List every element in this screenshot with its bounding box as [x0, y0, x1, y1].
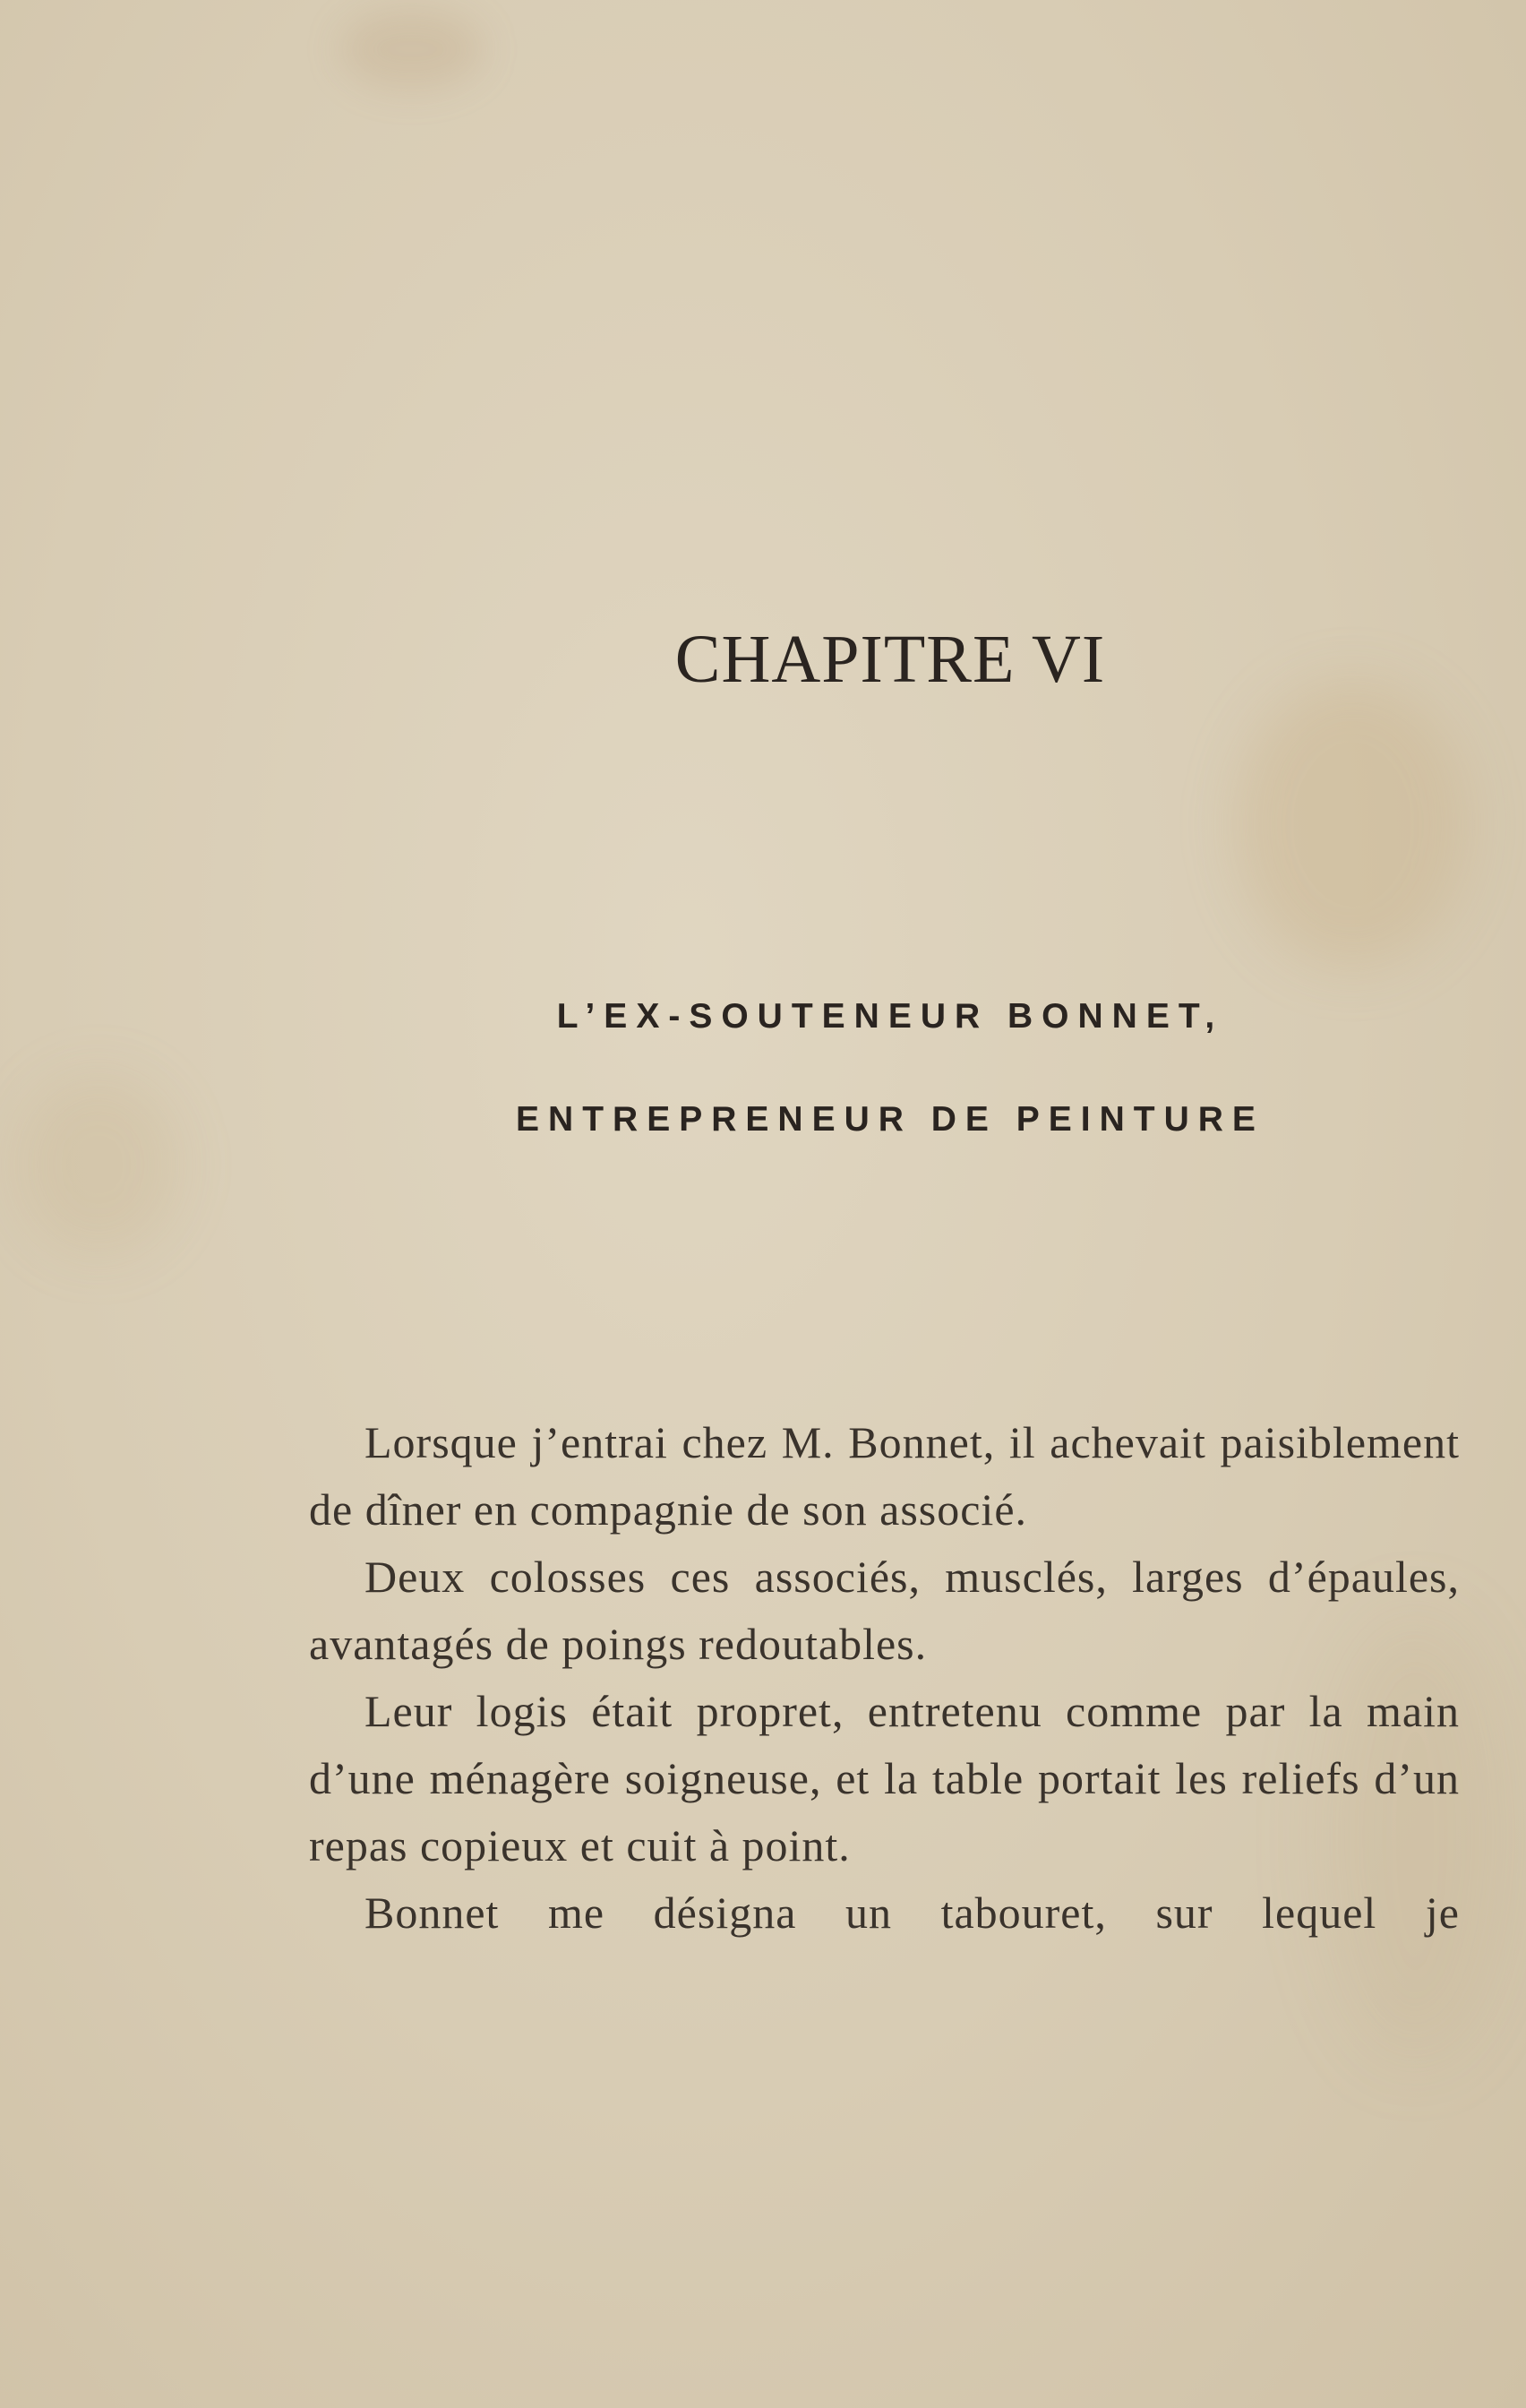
chapter-subtitle-line-1: L’EX-SOUTENEUR BONNET, — [556, 997, 1224, 1036]
chapter-title: CHAPITRE VI — [674, 622, 1106, 697]
paper-stain — [1236, 681, 1469, 968]
paragraph: Lorsque j’entrai chez M. Bonnet, il achevait paisiblement de dîner en compagnie de son associé. — [309, 1417, 1460, 1535]
paragraph: Bonnet me désigna un tabouret, sur lequel je — [364, 1888, 1460, 1938]
body-text — [309, 1409, 1460, 1947]
paper-stain — [340, 9, 484, 90]
paragraph: Leur logis était propret, entretenu comme par la main d’une ménagère soigneuse, et la table portait les reliefs d’un repas copieux et cuit à point. — [309, 1686, 1460, 1870]
paragraph: Deux colosses ces associés, musclés, larges d’épaules, avantagés de poings redoutables. — [309, 1552, 1460, 1669]
chapter-subtitle-line-2: ENTREPRENEUR DE PEINTURE — [516, 1100, 1265, 1139]
